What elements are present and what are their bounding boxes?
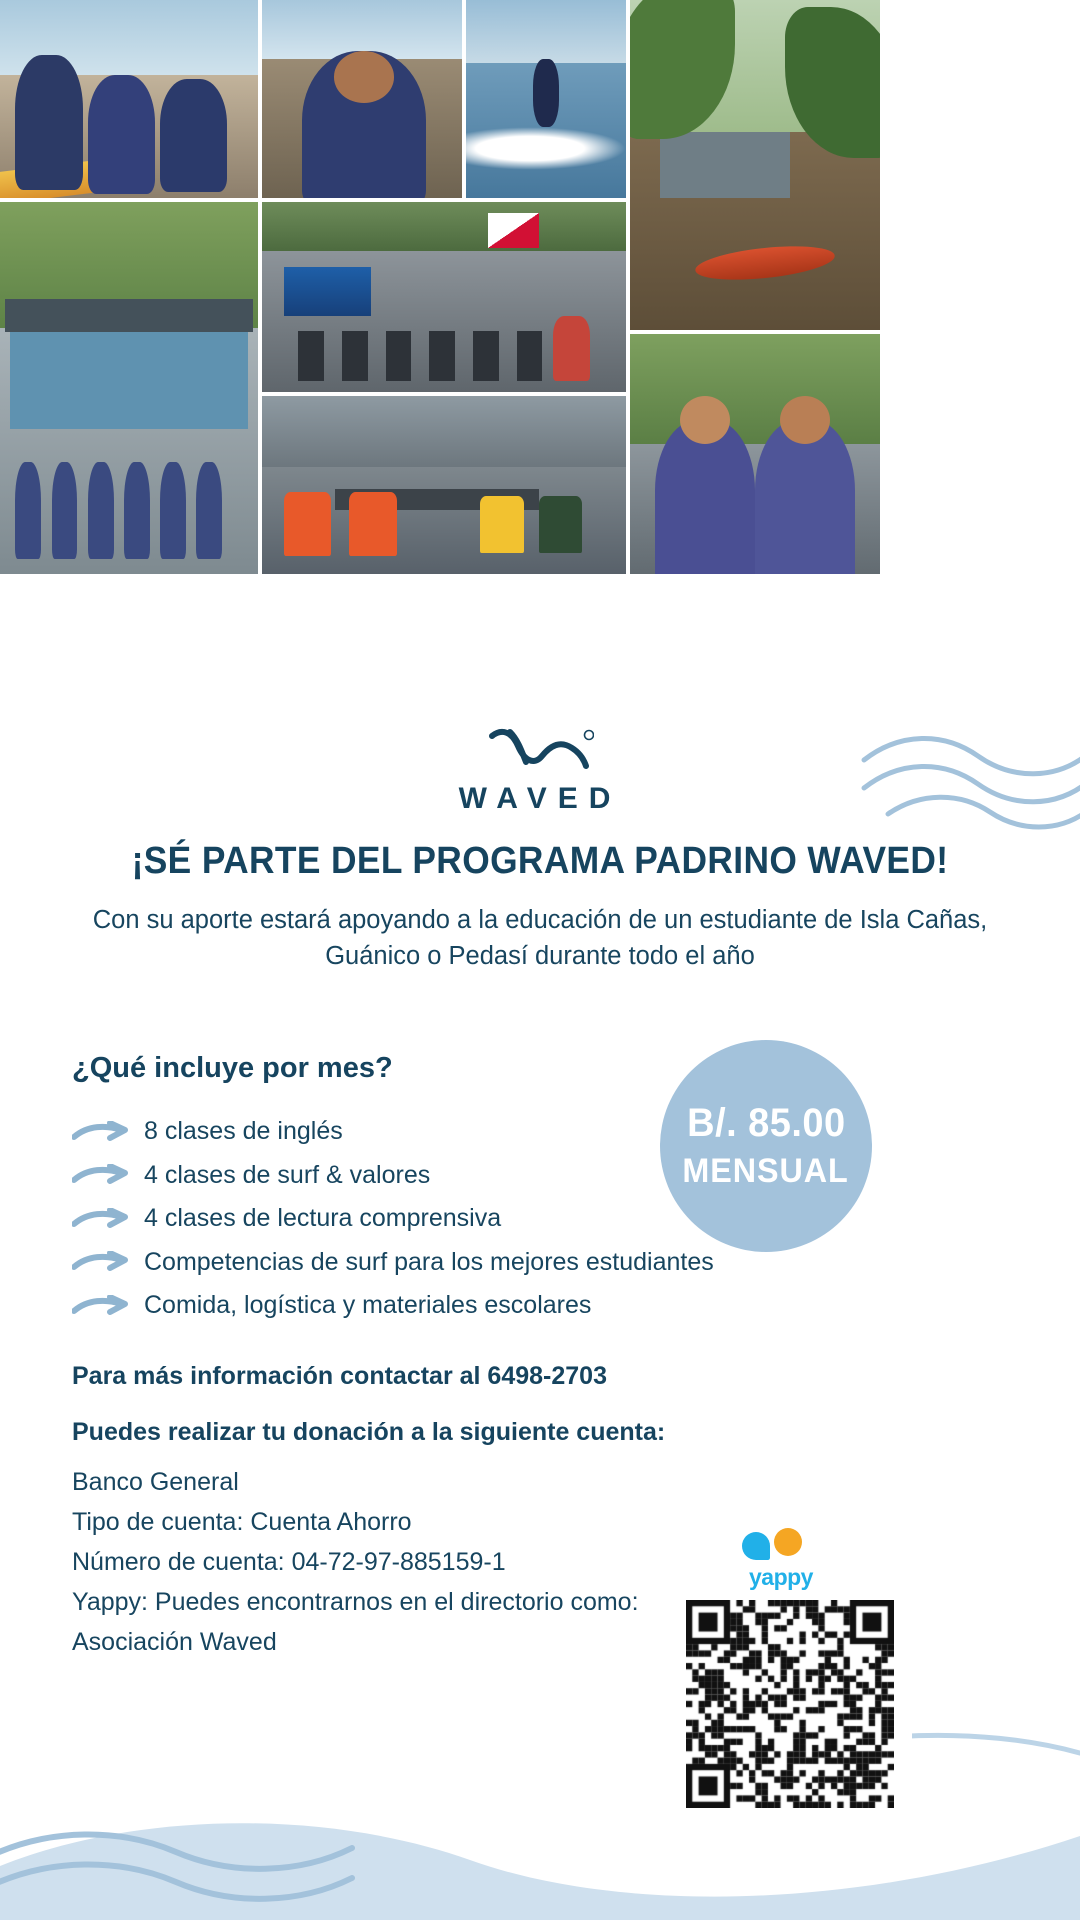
- waved-w-logo-icon: [486, 726, 594, 774]
- bank-name: Banco General: [72, 1468, 239, 1496]
- list-item-label: 4 clases de surf & valores: [144, 1160, 431, 1189]
- photo-dining: [262, 396, 626, 574]
- price-badge: [660, 1040, 872, 1252]
- list-item: [72, 1241, 772, 1285]
- list-item-label: Comida, logística y materiales escolares: [144, 1291, 592, 1320]
- contact-info: Para más información contactar al 6498-2703: [72, 1362, 607, 1390]
- price-period: MENSUAL: [682, 1152, 850, 1190]
- account-type: Tipo de cuenta: Cuenta Ahorro: [72, 1508, 412, 1536]
- photo-jungle-path: [630, 0, 880, 330]
- arrow-icon: [72, 1121, 130, 1143]
- brand-wordmark: WAVED: [458, 782, 622, 815]
- arrow-icon: [72, 1164, 130, 1186]
- page-subtitle: Con su aporte estará apoyando a la educación de un estudiante de Isla Cañas, Guánico o Pedasí durante todo el año: [92, 906, 988, 970]
- donation-heading: Puedes realizar tu donación a la siguiente cuenta:: [72, 1418, 666, 1446]
- brand-logo: [0, 726, 1080, 816]
- photo-beach-kids: [0, 0, 258, 198]
- yappy-directory-note: Yappy: Puedes encontrarnos en el directorio como:: [72, 1588, 639, 1616]
- yappy-qr-code[interactable]: [680, 1594, 912, 1826]
- arrow-icon: [72, 1208, 130, 1230]
- list-item-label: Competencias de surf para los mejores estudiantes: [144, 1247, 714, 1276]
- list-item-label: 8 clases de inglés: [144, 1117, 343, 1146]
- includes-heading: ¿Qué incluye por mes?: [72, 1052, 393, 1084]
- arrow-icon: [72, 1251, 130, 1273]
- account-number: Número de cuenta: 04-72-97-885159-1: [72, 1548, 506, 1576]
- list-item-label: 4 clases de lectura comprensiva: [144, 1204, 502, 1233]
- photo-smiling-boy: [262, 0, 462, 198]
- photo-two-girls: [630, 334, 880, 574]
- photo-collage: [0, 0, 1080, 720]
- donation-details: [72, 1462, 712, 1662]
- arrow-icon: [72, 1295, 130, 1317]
- yappy-logo: [728, 1528, 834, 1591]
- photo-pavilion-left: [0, 202, 258, 574]
- wave-decor-bottom: [0, 1660, 1080, 1920]
- list-item: [72, 1284, 772, 1328]
- price-amount: B/. 85.00: [686, 1101, 846, 1145]
- qr-canvas: [686, 1600, 894, 1808]
- torn-paper-edge: [0, 580, 1080, 720]
- page-title: ¡SÉ PARTE DEL PROGRAMA PADRINO WAVED!: [131, 840, 949, 882]
- yappy-directory-name: Asociación Waved: [72, 1628, 277, 1656]
- list-item: [72, 1197, 772, 1241]
- photo-classroom: [262, 202, 626, 392]
- yappy-dots-icon: [728, 1528, 834, 1562]
- yappy-wordmark: yappy: [749, 1564, 813, 1590]
- photo-surfer-wave: [466, 0, 626, 198]
